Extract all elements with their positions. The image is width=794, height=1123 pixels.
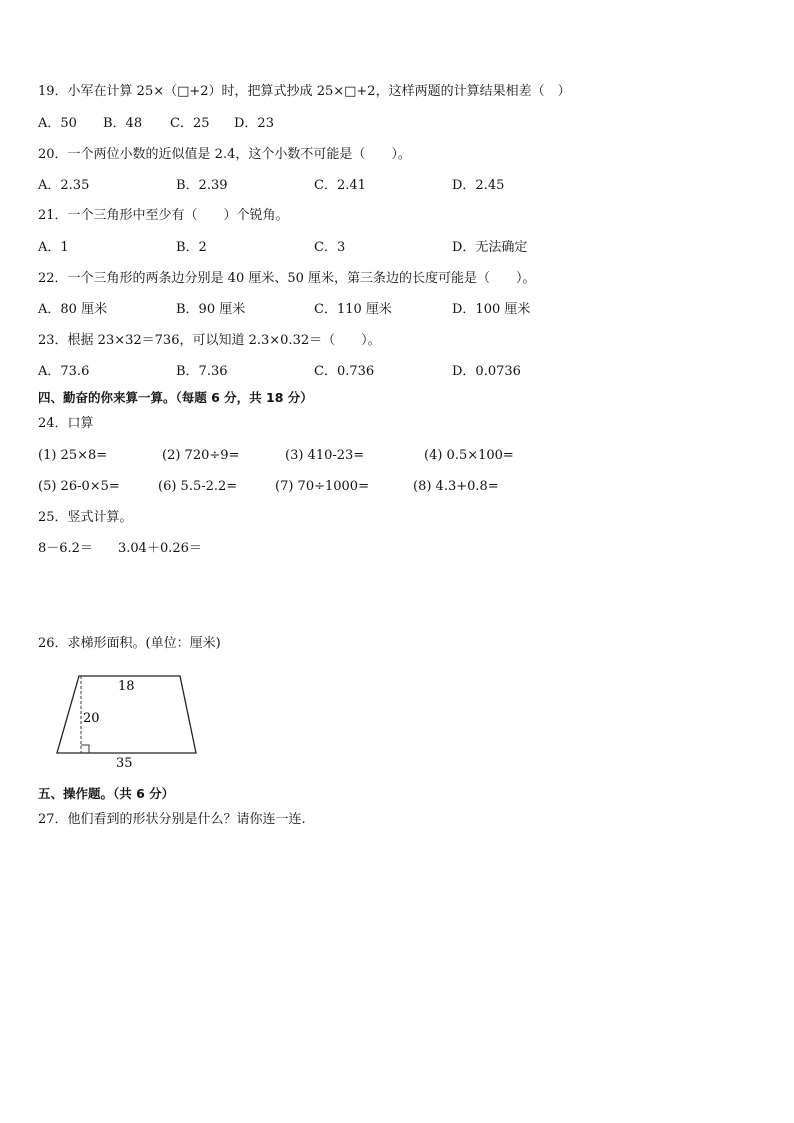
q19-option-d: D．23 bbox=[234, 116, 274, 131]
q21-option-b: B．2 bbox=[176, 240, 207, 255]
trapezoid-diagram bbox=[50, 668, 210, 774]
q23-stem: 23．根据 23×32＝736，可以知道 2.3×0.32＝（ ）。 bbox=[38, 333, 381, 348]
trapezoid-height-label: 20 bbox=[83, 711, 100, 726]
q22-stem: 22．一个三角形的两条边分别是 40 厘米、50 厘米，第三条边的长度可能是（ ）。 bbox=[38, 271, 536, 286]
q22-option-b: B．90 厘米 bbox=[176, 302, 246, 317]
q19-stem: 19．小军在计算 25×（□+2）时，把算式抄成 25×□+2，这样两题的计算结果相差（ ） bbox=[38, 84, 571, 99]
q24-item-3: (3) 410-23= bbox=[285, 448, 365, 463]
q25-item-2: 3.04＋0.26＝ bbox=[118, 541, 202, 556]
section-5-heading: 五、操作题。（共 6 分） bbox=[38, 786, 175, 801]
q20-option-b: B．2.39 bbox=[176, 178, 228, 193]
q23-option-c: C．0.736 bbox=[314, 364, 375, 379]
q26-stem: 26．求梯形面积。(单位：厘米) bbox=[38, 636, 221, 651]
q23-option-b: B．7.36 bbox=[176, 364, 228, 379]
q21-option-d: D．无法确定 bbox=[452, 240, 528, 255]
q24-item-6: (6) 5.5-2.2= bbox=[158, 479, 238, 494]
q24-item-1: (1) 25×8= bbox=[38, 448, 108, 463]
q21-option-c: C．3 bbox=[314, 240, 346, 255]
q24-item-2: (2) 720÷9= bbox=[162, 448, 240, 463]
q22-option-a: A．80 厘米 bbox=[38, 302, 108, 317]
q24-item-5: (5) 26-0×5= bbox=[38, 479, 120, 494]
q20-stem: 20．一个两位小数的近似值是 2.4，这个小数不可能是（ ）。 bbox=[38, 147, 411, 162]
q24-stem: 24．口算 bbox=[38, 416, 94, 431]
q21-stem: 21．一个三角形中至少有（ ）个锐角。 bbox=[38, 208, 289, 223]
q20-option-d: D．2.45 bbox=[452, 178, 505, 193]
q19-option-c: C．25 bbox=[170, 116, 210, 131]
trapezoid-top-label: 18 bbox=[118, 679, 135, 694]
section-4-heading: 四、勤奋的你来算一算。（每题 6 分，共 18 分） bbox=[38, 390, 313, 405]
q19-option-b: B．48 bbox=[103, 116, 143, 131]
q22-option-c: C．110 厘米 bbox=[314, 302, 392, 317]
trapezoid-bottom-label: 35 bbox=[116, 756, 133, 771]
q25-item-1: 8－6.2＝ bbox=[38, 541, 93, 556]
q21-option-a: A．1 bbox=[38, 240, 69, 255]
q27-stem: 27．他们看到的形状分别是什么？请你连一连. bbox=[38, 812, 306, 827]
q25-stem: 25．竖式计算。 bbox=[38, 510, 133, 525]
q20-option-c: C．2.41 bbox=[314, 178, 366, 193]
q22-option-d: D．100 厘米 bbox=[452, 302, 531, 317]
q19-option-a: A．50 bbox=[38, 116, 77, 131]
q20-option-a: A．2.35 bbox=[38, 178, 90, 193]
q23-option-d: D．0.0736 bbox=[452, 364, 521, 379]
right-angle-mark bbox=[81, 745, 89, 753]
q24-item-8: (8) 4.3+0.8= bbox=[413, 479, 499, 494]
q23-option-a: A．73.6 bbox=[38, 364, 90, 379]
q24-item-7: (7) 70÷1000= bbox=[275, 479, 369, 494]
q24-item-4: (4) 0.5×100= bbox=[424, 448, 514, 463]
